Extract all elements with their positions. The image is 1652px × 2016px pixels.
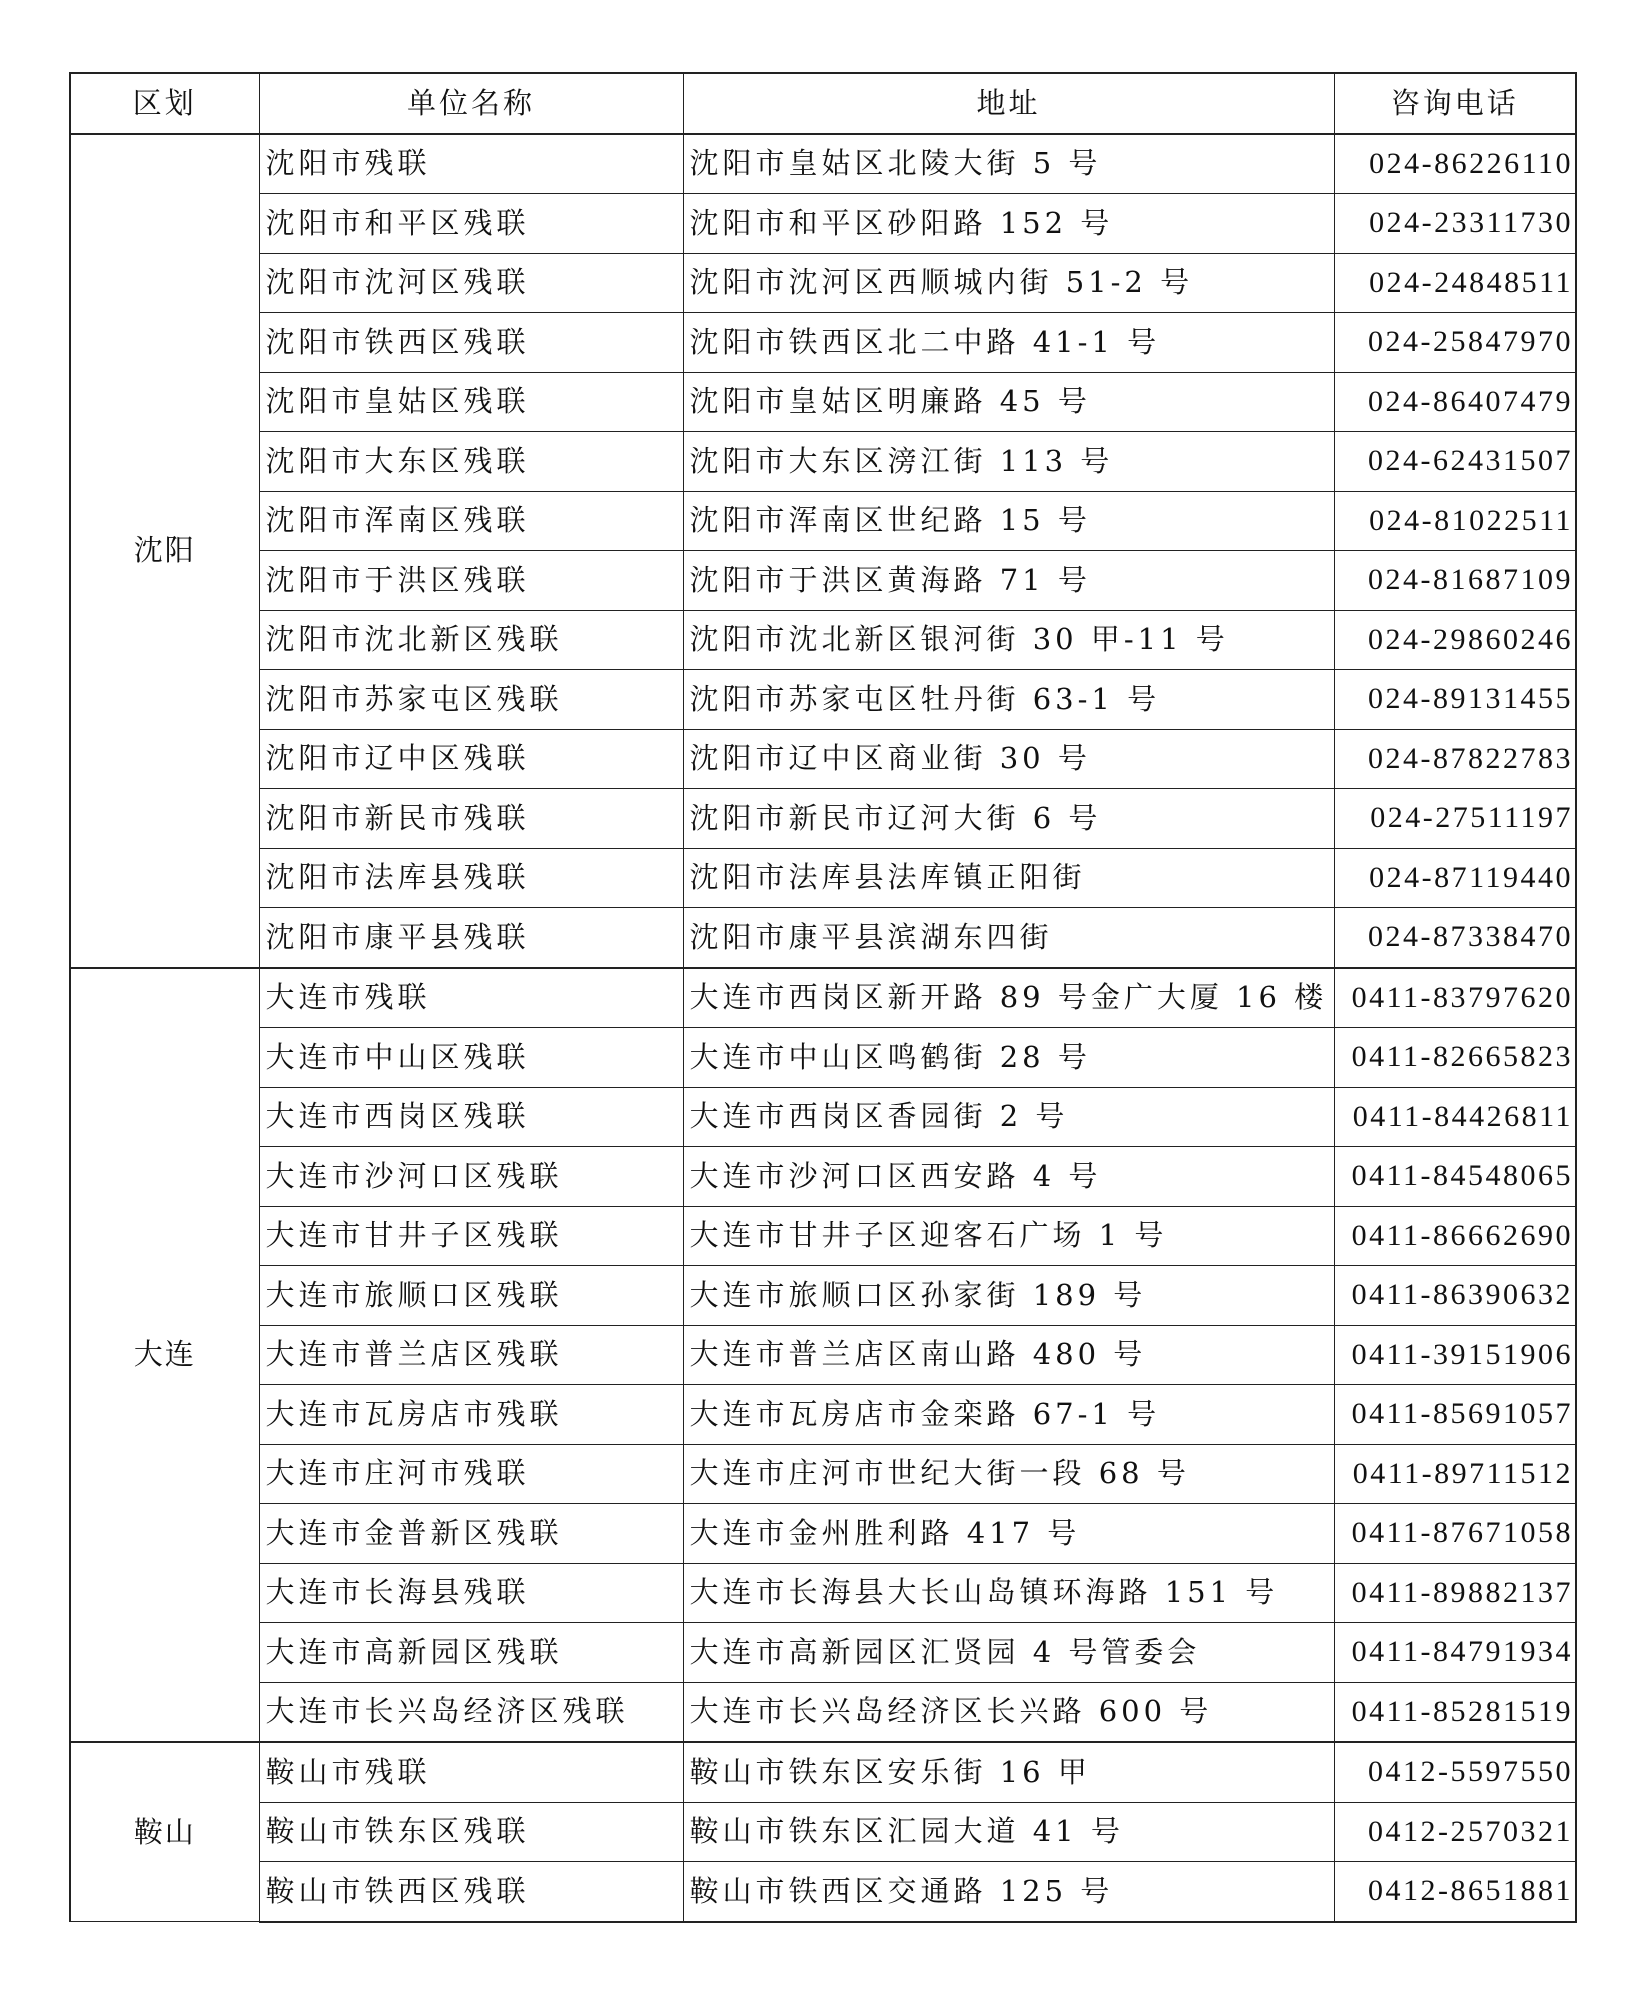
phone-cell: 0411-87671058 — [1334, 1504, 1576, 1564]
phone-cell: 024-62431507 — [1334, 432, 1576, 492]
unit-name-cell: 沈阳市大东区残联 — [259, 432, 683, 492]
table-row — [70, 1087, 1576, 1147]
address-cell: 沈阳市沈北新区银河街 30 甲-11 号 — [683, 610, 1334, 670]
phone-cell: 0412-8651881 — [1334, 1862, 1576, 1922]
unit-name-cell: 沈阳市辽中区残联 — [259, 729, 683, 789]
unit-name-cell: 沈阳市残联 — [259, 134, 683, 194]
unit-name-cell: 大连市长海县残联 — [259, 1563, 683, 1623]
unit-name-cell: 沈阳市新民市残联 — [259, 789, 683, 849]
unit-name-cell: 沈阳市苏家屯区残联 — [259, 670, 683, 730]
table-row — [70, 1385, 1576, 1445]
header-row — [70, 73, 1576, 134]
table-row — [70, 491, 1576, 551]
address-cell: 大连市金州胜利路 417 号 — [683, 1504, 1334, 1564]
phone-cell: 0411-89711512 — [1334, 1444, 1576, 1504]
address-cell: 大连市长兴岛经济区长兴路 600 号 — [683, 1682, 1334, 1742]
address-cell: 沈阳市和平区砂阳路 152 号 — [683, 194, 1334, 254]
contact-table — [69, 72, 1577, 1923]
unit-name-cell: 沈阳市铁西区残联 — [259, 313, 683, 373]
phone-cell: 0412-2570321 — [1334, 1802, 1576, 1862]
phone-cell: 0411-39151906 — [1334, 1325, 1576, 1385]
address-cell: 沈阳市辽中区商业街 30 号 — [683, 729, 1334, 789]
phone-cell: 024-86407479 — [1334, 372, 1576, 432]
table-row — [70, 1206, 1576, 1266]
unit-name-cell: 大连市金普新区残联 — [259, 1504, 683, 1564]
table-row — [70, 1325, 1576, 1385]
phone-cell: 024-27511197 — [1334, 789, 1576, 849]
unit-name-cell: 大连市高新园区残联 — [259, 1623, 683, 1683]
address-cell: 沈阳市皇姑区北陵大街 5 号 — [683, 134, 1334, 194]
phone-cell: 024-81687109 — [1334, 551, 1576, 611]
address-cell: 大连市西岗区香园街 2 号 — [683, 1087, 1334, 1147]
unit-name-cell: 鞍山市铁东区残联 — [259, 1802, 683, 1862]
table-body — [70, 134, 1576, 1922]
address-cell: 大连市沙河口区西安路 4 号 — [683, 1147, 1334, 1207]
table-row — [70, 1028, 1576, 1088]
phone-cell: 024-87119440 — [1334, 848, 1576, 908]
phone-cell: 024-86226110 — [1334, 134, 1576, 194]
address-cell: 大连市庄河市世纪大街一段 68 号 — [683, 1444, 1334, 1504]
address-cell: 沈阳市铁西区北二中路 41-1 号 — [683, 313, 1334, 373]
table-row — [70, 194, 1576, 254]
address-cell: 沈阳市苏家屯区牡丹街 63-1 号 — [683, 670, 1334, 730]
table-row — [70, 1682, 1576, 1742]
table-row — [70, 670, 1576, 730]
phone-cell: 0411-82665823 — [1334, 1028, 1576, 1088]
address-cell: 大连市普兰店区南山路 480 号 — [683, 1325, 1334, 1385]
address-cell: 沈阳市法库县法库镇正阳街 — [683, 848, 1334, 908]
table-row — [70, 848, 1576, 908]
unit-name-cell: 大连市长兴岛经济区残联 — [259, 1682, 683, 1742]
table-row — [70, 134, 1576, 194]
phone-cell: 024-87338470 — [1334, 908, 1576, 968]
table-row — [70, 610, 1576, 670]
table-row — [70, 432, 1576, 492]
table-row — [70, 729, 1576, 789]
address-cell: 鞍山市铁东区汇园大道 41 号 — [683, 1802, 1334, 1862]
phone-cell: 024-23311730 — [1334, 194, 1576, 254]
address-cell: 大连市旅顺口区孙家街 189 号 — [683, 1266, 1334, 1326]
phone-cell: 0411-83797620 — [1334, 968, 1576, 1028]
phone-cell: 0411-86390632 — [1334, 1266, 1576, 1326]
address-cell: 大连市中山区鸣鹤街 28 号 — [683, 1028, 1334, 1088]
address-cell: 大连市高新园区汇贤园 4 号管委会 — [683, 1623, 1334, 1683]
address-cell: 沈阳市新民市辽河大街 6 号 — [683, 789, 1334, 849]
region-cell: 沈阳 — [70, 134, 259, 968]
phone-cell: 0411-85281519 — [1334, 1682, 1576, 1742]
address-cell: 大连市长海县大长山岛镇环海路 151 号 — [683, 1563, 1334, 1623]
unit-name-cell: 大连市庄河市残联 — [259, 1444, 683, 1504]
address-cell: 大连市甘井子区迎客石广场 1 号 — [683, 1206, 1334, 1266]
phone-cell: 0411-84791934 — [1334, 1623, 1576, 1683]
phone-cell: 024-87822783 — [1334, 729, 1576, 789]
table-row — [70, 253, 1576, 313]
unit-name-cell: 沈阳市皇姑区残联 — [259, 372, 683, 432]
unit-name-cell: 沈阳市法库县残联 — [259, 848, 683, 908]
table-row — [70, 1147, 1576, 1207]
unit-name-cell: 大连市残联 — [259, 968, 683, 1028]
phone-cell: 024-89131455 — [1334, 670, 1576, 730]
table-row — [70, 1504, 1576, 1564]
table-row — [70, 372, 1576, 432]
table-row — [70, 551, 1576, 611]
table-row — [70, 1742, 1576, 1802]
phone-cell: 024-29860246 — [1334, 610, 1576, 670]
table-row — [70, 968, 1576, 1028]
table-row — [70, 789, 1576, 849]
phone-cell: 0412-5597550 — [1334, 1742, 1576, 1802]
address-cell: 沈阳市沈河区西顺城内街 51-2 号 — [683, 253, 1334, 313]
address-cell: 沈阳市康平县滨湖东四街 — [683, 908, 1334, 968]
unit-name-cell: 沈阳市浑南区残联 — [259, 491, 683, 551]
header-address: 地址 — [683, 73, 1334, 134]
phone-cell: 0411-84426811 — [1334, 1087, 1576, 1147]
unit-name-cell: 大连市普兰店区残联 — [259, 1325, 683, 1385]
unit-name-cell: 沈阳市沈北新区残联 — [259, 610, 683, 670]
unit-name-cell: 沈阳市于洪区残联 — [259, 551, 683, 611]
unit-name-cell: 沈阳市沈河区残联 — [259, 253, 683, 313]
header-region: 区划 — [70, 73, 259, 134]
table-row — [70, 1266, 1576, 1326]
phone-cell: 024-81022511 — [1334, 491, 1576, 551]
address-cell: 沈阳市于洪区黄海路 71 号 — [683, 551, 1334, 611]
unit-name-cell: 大连市西岗区残联 — [259, 1087, 683, 1147]
address-cell: 鞍山市铁西区交通路 125 号 — [683, 1862, 1334, 1922]
address-cell: 大连市瓦房店市金栾路 67-1 号 — [683, 1385, 1334, 1445]
table-row — [70, 1563, 1576, 1623]
region-cell: 大连 — [70, 968, 259, 1743]
table-row — [70, 1623, 1576, 1683]
table-row — [70, 1862, 1576, 1922]
unit-name-cell: 大连市沙河口区残联 — [259, 1147, 683, 1207]
unit-name-cell: 鞍山市残联 — [259, 1742, 683, 1802]
phone-cell: 0411-85691057 — [1334, 1385, 1576, 1445]
unit-name-cell: 大连市瓦房店市残联 — [259, 1385, 683, 1445]
address-cell: 沈阳市皇姑区明廉路 45 号 — [683, 372, 1334, 432]
phone-cell: 024-25847970 — [1334, 313, 1576, 373]
unit-name-cell: 大连市旅顺口区残联 — [259, 1266, 683, 1326]
region-cell: 鞍山 — [70, 1742, 259, 1922]
table-row — [70, 1802, 1576, 1862]
unit-name-cell: 大连市中山区残联 — [259, 1028, 683, 1088]
unit-name-cell: 大连市甘井子区残联 — [259, 1206, 683, 1266]
table-row — [70, 313, 1576, 373]
header-name: 单位名称 — [259, 73, 683, 134]
unit-name-cell: 沈阳市康平县残联 — [259, 908, 683, 968]
header-phone: 咨询电话 — [1334, 73, 1576, 134]
address-cell: 鞍山市铁东区安乐街 16 甲 — [683, 1742, 1334, 1802]
phone-cell: 024-24848511 — [1334, 253, 1576, 313]
address-cell: 大连市西岗区新开路 89 号金广大厦 16 楼 — [683, 968, 1334, 1028]
unit-name-cell: 鞍山市铁西区残联 — [259, 1862, 683, 1922]
phone-cell: 0411-86662690 — [1334, 1206, 1576, 1266]
table-row — [70, 908, 1576, 968]
address-cell: 沈阳市浑南区世纪路 15 号 — [683, 491, 1334, 551]
phone-cell: 0411-84548065 — [1334, 1147, 1576, 1207]
table-row — [70, 1444, 1576, 1504]
unit-name-cell: 沈阳市和平区残联 — [259, 194, 683, 254]
address-cell: 沈阳市大东区滂江街 113 号 — [683, 432, 1334, 492]
phone-cell: 0411-89882137 — [1334, 1563, 1576, 1623]
